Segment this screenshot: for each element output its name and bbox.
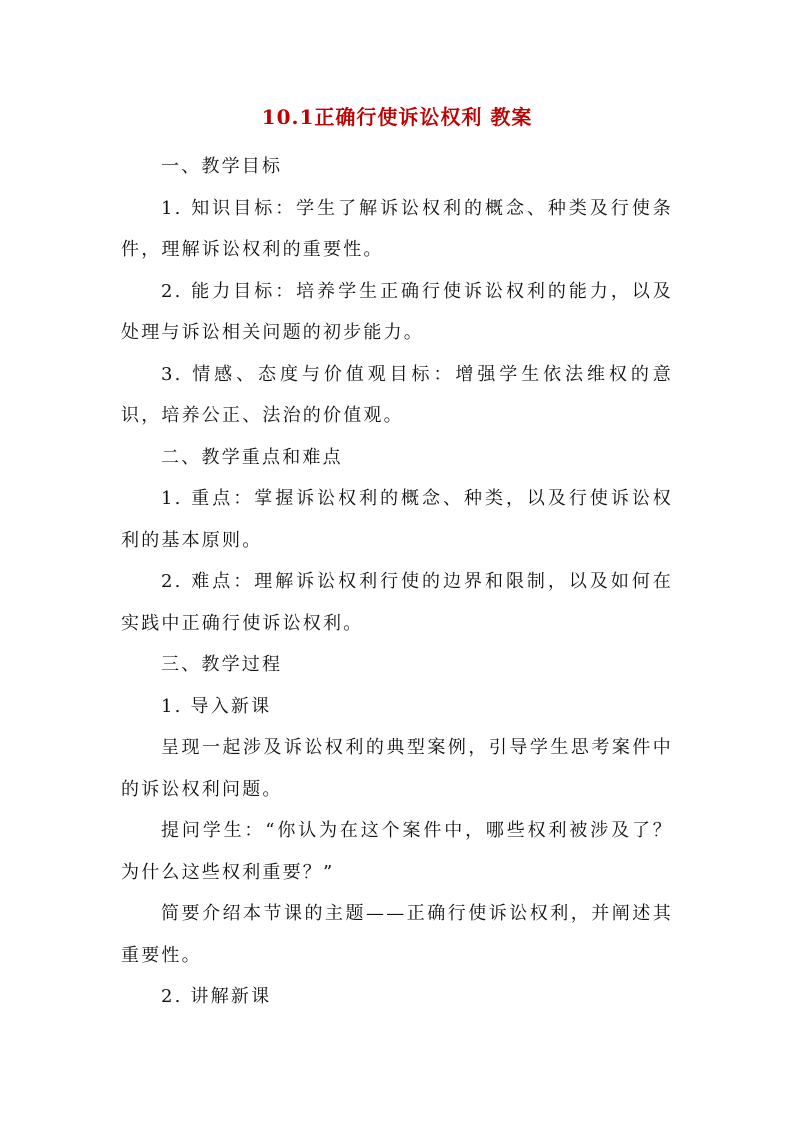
- paragraph-values-objective: 3. 情感、态度与价值观目标：增强学生依法维权的意识，培养公正、法治的价值观。: [121, 363, 673, 426]
- document-title: 10.1正确行使诉讼权利 教案: [261, 105, 533, 129]
- section-heading-process: 三、教学过程: [161, 654, 283, 675]
- subheading-new-lesson: 2. 讲解新课: [161, 986, 272, 1007]
- paragraph-topic-intro: 简要介绍本节课的主题——正确行使诉讼权利，并阐述其重要性。: [121, 903, 673, 966]
- paragraph-question: 提问学生：“你认为在这个案件中，哪些权利被涉及了？为什么这些权利重要？”: [121, 820, 673, 883]
- paragraph-difficult-point: 2. 难点：理解诉讼权利行使的边界和限制，以及如何在实践中正确行使诉讼权利。: [121, 571, 673, 634]
- paragraph-key-point: 1. 重点：掌握诉讼权利的概念、种类，以及行使诉讼权利的基本原则。: [121, 488, 673, 551]
- subheading-introduction: 1. 导入新课: [161, 695, 272, 717]
- paragraph-knowledge-objective: 1. 知识目标：学生了解诉讼权利的概念、种类及行使条件，理解诉讼权利的重要性。: [121, 197, 673, 260]
- paragraph-ability-objective: 2. 能力目标：培养学生正确行使诉讼权利的能力，以及处理与诉讼相关问题的初步能力。: [121, 280, 673, 343]
- paragraph-case-presentation: 呈现一起涉及诉讼权利的典型案例，引导学生思考案件中的诉讼权利问题。: [121, 737, 673, 800]
- section-heading-objectives: 一、教学目标: [161, 156, 283, 177]
- document-body: [121, 146, 673, 1018]
- section-heading-key-points: 二、教学重点和难点: [161, 446, 343, 468]
